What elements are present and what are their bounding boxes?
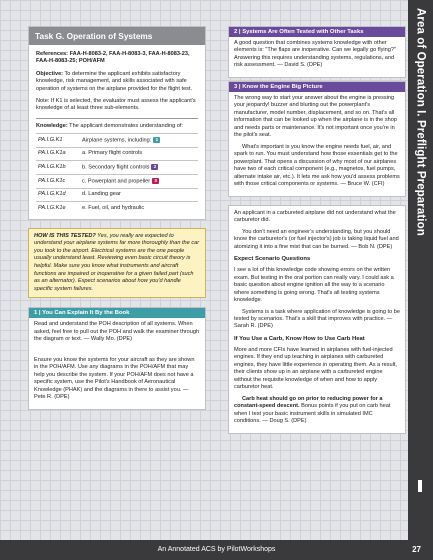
subheading: If You Use a Carb, Know How to Use Carb Heat [234, 335, 365, 342]
tip-paragraph: A good question that combines systems knowledge with other elements is: "The flaps are inoperative. Can we legally go flying?" Answering this requires understanding systems, regulations, and risk assessment. — David S. (DPE) [234, 40, 396, 69]
task-body [29, 45, 205, 219]
element-row [36, 147, 198, 160]
element-text: e. Fuel, oil, and hydraulic [82, 204, 145, 211]
element-row [36, 201, 198, 214]
tip-badge: 1 [153, 137, 160, 143]
tip-3-box [228, 81, 406, 197]
element-text: d. Landing gear [82, 191, 121, 198]
footer-text: An Annotated ACS by PilotWorkshops [157, 546, 276, 553]
objective-text: To determine the applicant exhibits satisfactory knowledge, risk management, and skills associated with safe operation of systems on the airplane provided for the flight test. [36, 70, 193, 92]
tip-paragraph: More and more CFIs have learned in airplanes with fuel-injected engines. If they end up teaching in airplanes with carbureted engines, they have little experience in operating them. As a result, their clients show up in an airplane with a carbureted engine without the requisite knowledge of when and how to apply carburetor heat. [234, 346, 397, 391]
tip-3-title: 3 | Know the Engine Big Picture [229, 82, 405, 92]
tip-badge: 2 [151, 164, 158, 170]
element-code: PA.I.G.K1 [38, 136, 63, 143]
tip-1-title: 1 | You Can Explain It By the Book [29, 308, 205, 318]
element-text: b. Secondary flight controls 2 [82, 164, 198, 172]
right-column [228, 26, 406, 434]
tip-3-continued-body [229, 206, 405, 433]
element-text: a. Primary flight controls [82, 150, 142, 157]
element-code: PA.I.G.K1e [38, 204, 66, 211]
element-row [36, 174, 198, 188]
task-objective [36, 71, 198, 93]
element-code: PA.I.G.K1d [38, 191, 66, 198]
tip-3-body [229, 92, 405, 196]
task-references: References: FAA-H-8083-2, FAA-H-8083-3, FAA-H-8083-23, FAA-H-8083-25; POH/AFM [36, 51, 190, 65]
page-number: 27 [412, 545, 421, 554]
task-note: Note: If K1 is selected, the evaluator must assess the applicant's knowledge of at least three sub-elements. [36, 97, 196, 112]
how-tested-box [28, 228, 206, 299]
tip-1-body [29, 318, 205, 408]
tip-paragraph: You don't need an engineer's understanding, but you should know the carburetor's (or fuel injector's) job is taking liquid fuel and atomizing it into a fine mist that can be burned. — Bob N. (DPE) [234, 228, 399, 250]
sidebar-title: Area of Operation I. Preflight Preparation [414, 8, 427, 236]
task-box [28, 26, 206, 220]
sidebar-marker [418, 480, 422, 492]
knowledge-text: The applicant demonstrates understanding of: [69, 122, 183, 129]
element-code: PA.I.G.K1a [38, 150, 66, 157]
page-footer [0, 540, 433, 560]
tip-paragraph: The wrong way to start your answer about the engine is pressing your jeopardy! buzzer and blurting out the powerplant's manufacturer, model number, displacement, and so on. That's all information that can be looked up when the airplane is in the shop and needs parts or maintenance. It's not important once you're in the pilot's seat. [234, 94, 397, 139]
left-column [28, 26, 206, 410]
knowledge-label: Knowledge: [36, 122, 68, 129]
element-list [36, 133, 198, 215]
tip-paragraph: An applicant in a carbureted airplane did not understand what the carburetor did. [234, 209, 396, 224]
tip-paragraph: Read and understand the POH description of all systems. When asked, feel free to pull out the POH and walk the examiner through the diagram or text. — Wally Mo. (DPE) [34, 321, 200, 343]
element-code: PA.I.G.K1c [38, 177, 66, 184]
sidebar-tab [408, 0, 433, 540]
tip-paragraph: What's important is you know the engine needs fuel, air, and spark to run. You must understand how those essentials get to the powerplant. That opens a discussion of why most of our airplanes have two of each critical component (e.g., magnetos, fuel pumps, alternate intake air, etc.). It lets me ask how you'd assess problems with those critical components or systems. — Bruce W. (CFI) [234, 143, 400, 188]
tip-paragraph: I see a lot of this knowledge code showing errors on the written exam. But testing in the oral portion can really vary. I could ask a basic question about engine ignition all the way to a scenario where something is going wrong. That's all testing systems knowledge. [234, 267, 394, 304]
tip-paragraph: Carb heat should go on prior to reducing power for a constant-speed descent. Bonus points if you put on carb heat when I test your basic instrument skills in simulated IMC conditions. — Doug S. (DPE) [234, 395, 391, 425]
task-title: Task G. Operation of Systems [29, 27, 205, 45]
divider [36, 118, 198, 119]
element-code: PA.I.G.K1b [38, 163, 66, 170]
tip-2-body [229, 37, 405, 77]
subheading: Expect Scenario Questions [234, 256, 311, 263]
tip-paragraph: Systems is a task where application of knowledge is going to be tested by scenarios. That's a skill that improves with practice. — Sarah R. (DPE) [234, 308, 400, 330]
tip-badge: 3 [152, 178, 159, 184]
element-text: c. Powerplant and propeller 3 [82, 178, 198, 186]
task-knowledge [36, 123, 198, 130]
objective-label: Objective: [36, 70, 64, 77]
element-row [36, 188, 198, 201]
tip-1-box [28, 307, 206, 409]
how-tested-text: Yes, you really are expected to understand your airplane systems far more thoroughly than the car you took to the airport. Electrical systems are the one people usually understand least. Reviewing even basic circuit theory is helpful. Make sure you know what instruments and aircraft functions are impaired or inoperative for a given failed part (such as an alternator). Expect scenarios about how you'd handle specific system failures. [34, 232, 200, 292]
emphasis: Carb heat should go on prior to reducing power for a constant-speed descent. [234, 395, 383, 410]
element-text: Airplane systems, including: 1 [82, 137, 198, 145]
how-tested-label: HOW IS THIS TESTED? [34, 232, 96, 239]
tip-2-box [228, 26, 406, 78]
tip-2-title: 2 | Systems Are Often Tested with Other Tasks [229, 27, 405, 37]
element-row [36, 160, 198, 174]
tip-paragraph: Ensure you know the systems for your aircraft as they are shown in the POH/AFM. Use any diagrams in the POH/AFM that may help you describe the system. If your POH/AFM does not have a specific system, use the Pilot's Handbook of Aeronautical Knowledge (PHAK) and the diagrams in there to assist you. — Pete R. (DPE) [34, 356, 195, 401]
tip-3-continued-box [228, 205, 406, 434]
element-row [36, 133, 198, 147]
